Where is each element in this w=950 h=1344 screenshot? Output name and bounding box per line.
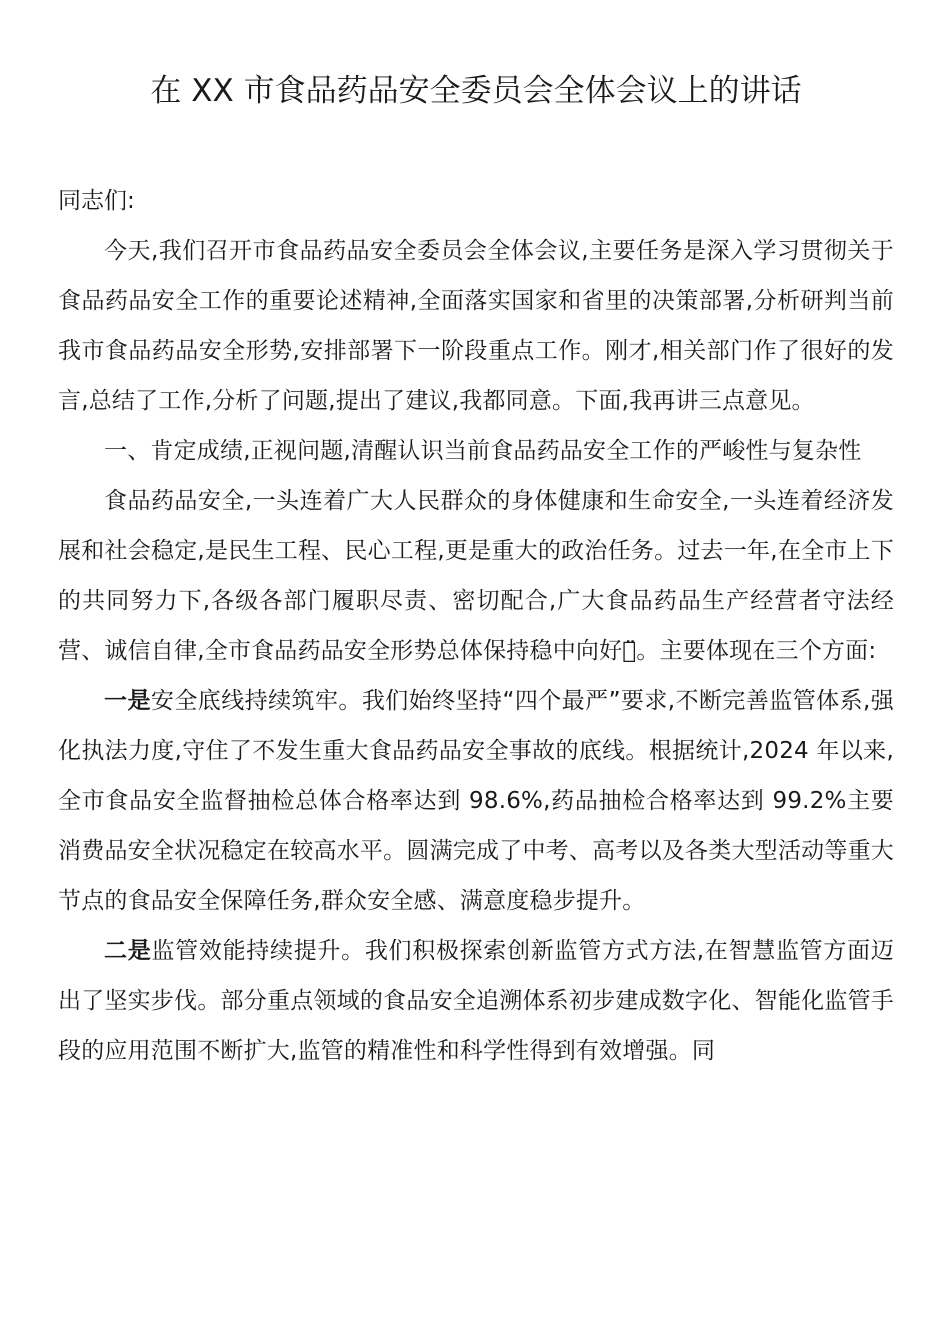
salutation: 同志们: bbox=[58, 188, 135, 214]
paragraph-intro bbox=[58, 226, 894, 426]
paragraph-point-2 bbox=[58, 926, 894, 1076]
paragraph-point-1 bbox=[58, 676, 894, 926]
paragraph-lead: 一是 bbox=[104, 688, 151, 714]
paragraph-text: 安全底线持续筑牢。我们始终坚持“四个最严”要求,不断完善监管体系,强化执法力度,守住了不发生重大食品药品安全事故的底线。根据统计,2024 年以来,全市食品安全监督抽检总体合格率达到 98.6%,药品抽检合格率达到 99.2%主要消费品安全状况稳定在较高水平。圆满完成了中考、高考以及各类大型活动等重大节点的食品安全保障任务,群众安全感、满意度稳步提升。 bbox=[58, 688, 894, 914]
paragraph-text: 今天,我们召开市食品药品安全委员会全体会议,主要任务是深入学习贯彻关于食品药品安全工作的重要论述精神,全面落实国家和省里的决策部署,分析研判当前我市食品药品安全形势,安排部署下一阶段重点工作。刚才,相关部门作了很好的发言,总结了工作,分析了问题,提出了建议,我都同意。下面,我再讲三点意见。 bbox=[58, 238, 894, 414]
document-title: 在 XX 市食品药品安全委员会全体会议上的讲话 bbox=[150, 73, 802, 109]
document-page bbox=[58, 60, 894, 1076]
paragraph-text: 监管效能持续提升。我们积极探索创新监管方式方法,在智慧监管方面迈出了坚实步伐。部分重点领域的食品安全追溯体系初步建成数字化、智能化监管手段的应用范围不断扩大,监管的精准性和科学性得到有效增强。同 bbox=[58, 938, 895, 1064]
paragraph-text: 食品药品安全,一头连着广大人民群众的身体健康和生命安全,一头连着经济发展和社会稳定,是民生工程、民心工程,更是重大的政治任务。过去一年,在全市上下的共同努力下,各级各部门履职尽责、密切配合,广大食品药品生产经营者守法经营、诚信自律,全市食品药品安全形势总体保持稳中向好态̈。主要体现在三个方面: bbox=[58, 488, 894, 664]
paragraph-overview bbox=[58, 476, 894, 676]
paragraph-text: 一、肯定成绩,正视问题,清醒认识当前食品药品安全工作的严峻性与复杂性 bbox=[104, 438, 862, 464]
paragraph-lead: 二是 bbox=[104, 938, 152, 964]
section-heading-1 bbox=[58, 426, 894, 476]
